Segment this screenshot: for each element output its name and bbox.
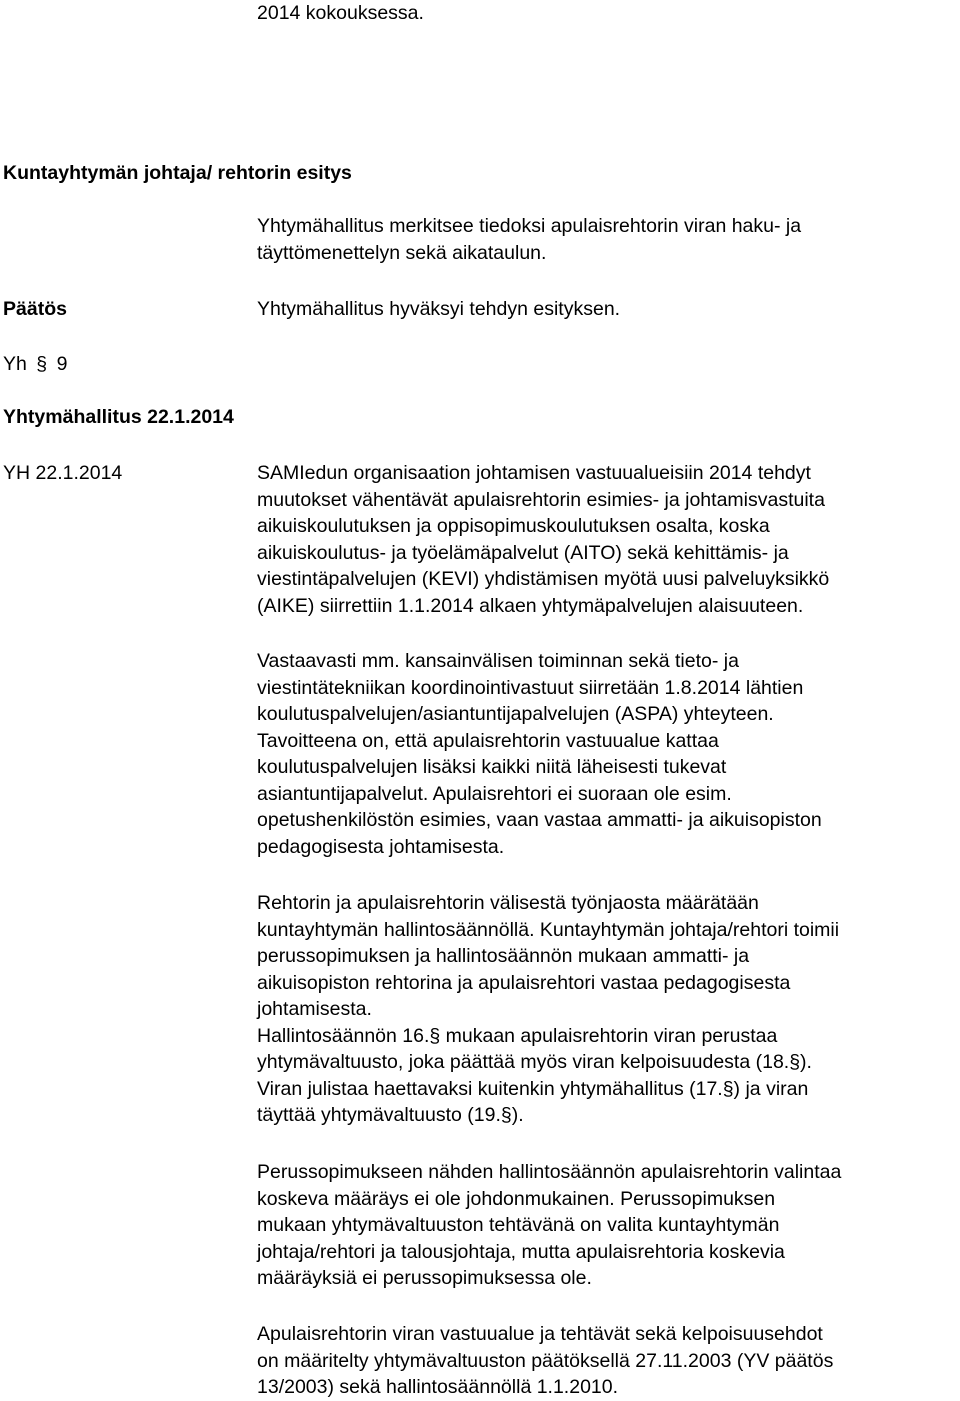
text-line: opetushenkilöstön esimies, vaan vastaa ammatti- ja aikuisopiston xyxy=(257,809,822,831)
section-ref xyxy=(3,351,67,378)
text-line: viestintätekniikan koordinointivastuut siirretään 1.8.2014 lähtien xyxy=(257,676,804,699)
text-line: täyttää yhtymävaltuusto (19.§). xyxy=(257,1104,524,1126)
paragraph-5 xyxy=(257,1321,960,1401)
section-number: 9 xyxy=(56,353,68,375)
text-line: viestintäpalvelujen (KEVI) yhdistämisen myötä uusi palveluyksikkö xyxy=(257,568,830,590)
text-line: perussopimuksen ja hallintosäännön mukaan ammatti- ja xyxy=(257,945,750,967)
paragraph-1 xyxy=(257,460,960,619)
text-line: Perussopimukseen nähden hallintosäännön apulaisrehtorin valintaa xyxy=(257,1161,842,1183)
text-line: aikuiskoulutus- ja työelämäpalvelut (AITO) sekä kehittämis- ja xyxy=(257,541,789,564)
meeting-heading: Yhtymähallitus 22.1.2014 xyxy=(3,406,234,428)
section-prefix: Yh xyxy=(3,353,27,375)
text-line: Yhtymähallitus merkitsee tiedoksi apulaisrehtorin viran haku- ja xyxy=(257,215,802,237)
text-line: koulutuspalvelujen lisäksi kaikki niitä läheisesti tukevat xyxy=(257,756,727,778)
text-line: pedagogisesta johtamisesta. xyxy=(257,835,505,858)
section-sign: § xyxy=(36,353,48,375)
text-line: koulutuspalvelujen/asiantuntijapalvelujen (ASPA) yhteyteen. xyxy=(257,703,774,725)
proposal-heading: Kuntayhtymän johtaja/ rehtorin esitys xyxy=(3,162,352,184)
text-line: SAMIedun organisaation johtamisen vastuualueisiin 2014 tehdyt xyxy=(257,462,811,484)
case-reference: YH 22.1.2014 xyxy=(3,462,123,484)
text-line: määräyksiä ei perussopimuksessa ole. xyxy=(257,1267,592,1289)
text-line: Viran julistaa haettavaksi kuitenkin yhtymähallitus (17.§) ja viran xyxy=(257,1077,809,1100)
text-line: Hallintosäännön 16.§ mukaan apulaisrehtorin viran perustaa xyxy=(257,1024,778,1047)
text-line: Apulaisrehtorin viran vastuualue ja tehtävät sekä kelpoisuusehdot xyxy=(257,1323,823,1345)
decision-label: Päätös xyxy=(3,298,67,320)
text-line: asiantuntijapalvelut. Apulaisrehtori ei suoraan ole esim. xyxy=(257,782,732,805)
text-line: muutokset vähentävät apulaisrehtorin esimies- ja johtamisvastuita xyxy=(257,488,825,511)
top-fragment: 2014 kokouksessa. xyxy=(257,2,424,24)
text-line: mukaan yhtymävaltuuston tehtävänä on valita kuntayhtymän xyxy=(257,1214,780,1236)
text-line: (AIKE) siirrettiin 1.1.2014 alkaen yhtymäpalvelujen alaisuuteen. xyxy=(257,594,804,617)
text-line: Tavoitteena on, että apulaisrehtorin vastuualue kattaa xyxy=(257,729,719,752)
text-line: on määritelty yhtymävaltuuston päätöksellä 27.11.2003 (YV päätös xyxy=(257,1349,834,1372)
text-line: kuntayhtymän hallintosäännöllä. Kuntayhtymän johtaja/rehtori toimii xyxy=(257,918,840,941)
text-line: johtamisesta. xyxy=(257,998,372,1020)
paragraph-3 xyxy=(257,890,960,1129)
text-line: yhtymävaltuusto, joka päättää myös viran kelpoisuudesta (18.§). xyxy=(257,1051,812,1073)
text-line: 13/2003) sekä hallintosäännöllä 1.1.2010. xyxy=(257,1376,619,1398)
text-line: täyttömenettelyn sekä aikataulun. xyxy=(257,241,547,264)
paragraph-4 xyxy=(257,1159,960,1292)
text-line: Vastaavasti mm. kansainvälisen toiminnan sekä tieto- ja xyxy=(257,650,739,672)
text-line: koskeva määräys ei ole johdonmukainen. Perussopimuksen xyxy=(257,1187,776,1210)
text-line: aikuiskoulutuksen ja oppisopimuskoulutuksen osalta, koska xyxy=(257,515,770,537)
text-line: johtaja/rehtori ja talousjohtaja, mutta apulaisrehtoria koskevia xyxy=(257,1240,785,1263)
paragraph-2 xyxy=(257,648,960,860)
text-line: aikuisopiston rehtorina ja apulaisrehtori vastaa pedagogisesta xyxy=(257,971,791,994)
text-line: Rehtorin ja apulaisrehtorin välisestä työnjaosta määrätään xyxy=(257,892,759,914)
proposal-text xyxy=(257,213,960,266)
decision-text: Yhtymähallitus hyväksyi tehdyn esityksen. xyxy=(257,298,621,320)
